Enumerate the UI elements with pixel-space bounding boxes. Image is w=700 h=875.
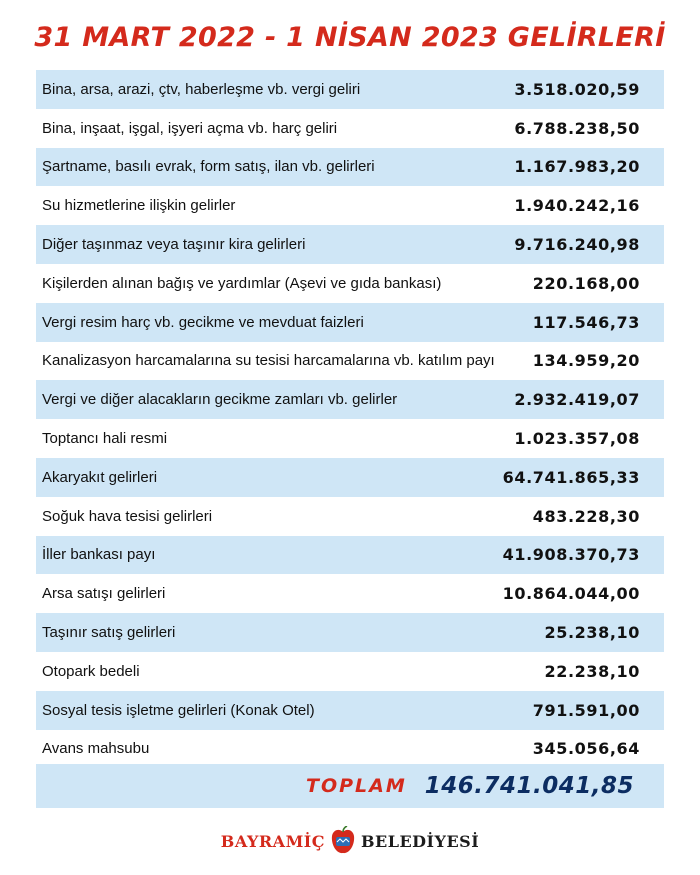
total-row xyxy=(36,764,664,808)
table-row xyxy=(36,613,664,652)
row-value: 791.591,00 xyxy=(532,700,640,720)
row-label: Diğer taşınmaz veya taşınır kira gelirleri xyxy=(42,236,306,254)
row-label: Vergi ve diğer alacakların gecikme zamları vb. gelirler xyxy=(42,391,398,409)
row-value: 345.056,64 xyxy=(532,739,640,759)
table-row xyxy=(36,730,664,769)
row-value: 220.168,00 xyxy=(532,273,640,293)
row-label: Vergi resim harç vb. gecikme ve mevduat faizleri xyxy=(42,313,364,331)
row-value: 1.023.357,08 xyxy=(514,429,640,449)
row-value: 134.959,20 xyxy=(532,351,640,371)
row-value: 483.228,30 xyxy=(532,506,640,526)
table-row xyxy=(36,70,664,109)
row-label: Soğuk hava tesisi gelirleri xyxy=(42,507,213,525)
row-value: 117.546,73 xyxy=(532,312,640,332)
row-label: Kişilerden alınan bağış ve yardımlar (Aşevi ve gıda bankası) xyxy=(42,274,442,292)
table-row xyxy=(36,109,664,148)
row-label: Avans mahsubu xyxy=(42,740,150,758)
row-label: Su hizmetlerine ilişkin gelirler xyxy=(42,197,236,215)
row-value: 25.238,10 xyxy=(544,623,640,643)
table-row xyxy=(36,342,664,381)
total-label: TOPLAM xyxy=(305,775,407,797)
table-row xyxy=(36,574,664,613)
table-row xyxy=(36,303,664,342)
row-value: 3.518.020,59 xyxy=(514,79,640,99)
row-label: Şartname, basılı evrak, form satış, ilan vb. gelirleri xyxy=(42,158,375,176)
row-label: Bina, inşaat, işgal, işyeri açma vb. harç geliri xyxy=(42,119,338,137)
page-title: 31 MART 2022 - 1 NİSAN 2023 GELİRLERİ xyxy=(34,22,666,53)
table-row xyxy=(36,691,664,730)
row-label: Bina, arsa, arazi, çtv, haberleşme vb. vergi geliri xyxy=(42,80,361,98)
table-row xyxy=(36,380,664,419)
apple-emblem-icon xyxy=(329,826,357,856)
revenue-table xyxy=(36,70,664,768)
row-label: Toptancı hali resmi xyxy=(42,430,168,448)
logo-text-left: BAYRAMİÇ xyxy=(220,831,325,851)
table-row xyxy=(36,186,664,225)
row-label: Sosyal tesis işletme gelirleri (Konak Otel) xyxy=(42,701,315,719)
row-label: Akaryakıt gelirleri xyxy=(42,468,158,486)
table-row xyxy=(36,264,664,303)
row-value: 22.238,10 xyxy=(544,661,640,681)
row-value: 64.741.865,33 xyxy=(502,467,640,487)
row-value: 2.932.419,07 xyxy=(514,390,640,410)
row-value: 10.864.044,00 xyxy=(502,584,640,604)
row-value: 41.908.370,73 xyxy=(502,545,640,565)
logo-text-right: BELEDİYESİ xyxy=(361,831,480,851)
total-value: 146.741.041,85 xyxy=(424,773,634,799)
row-value: 1.167.983,20 xyxy=(514,157,640,177)
table-row xyxy=(36,225,664,264)
table-row xyxy=(36,652,664,691)
row-label: Otopark bedeli xyxy=(42,662,140,680)
row-value: 1.940.242,16 xyxy=(514,196,640,216)
row-label: Taşınır satış gelirleri xyxy=(42,624,176,642)
table-row xyxy=(36,497,664,536)
row-label: Arsa satışı gelirleri xyxy=(42,585,166,603)
table-row xyxy=(36,419,664,458)
row-value: 9.716.240,98 xyxy=(514,235,640,255)
row-value: 6.788.238,50 xyxy=(514,118,640,138)
row-label: İller bankası payı xyxy=(42,546,156,564)
municipality-logo xyxy=(0,826,700,856)
table-row xyxy=(36,148,664,187)
table-row xyxy=(36,458,664,497)
table-row xyxy=(36,536,664,575)
row-label: Kanalizasyon harcamalarına su tesisi harcamalarına vb. katılım payı xyxy=(42,352,495,370)
